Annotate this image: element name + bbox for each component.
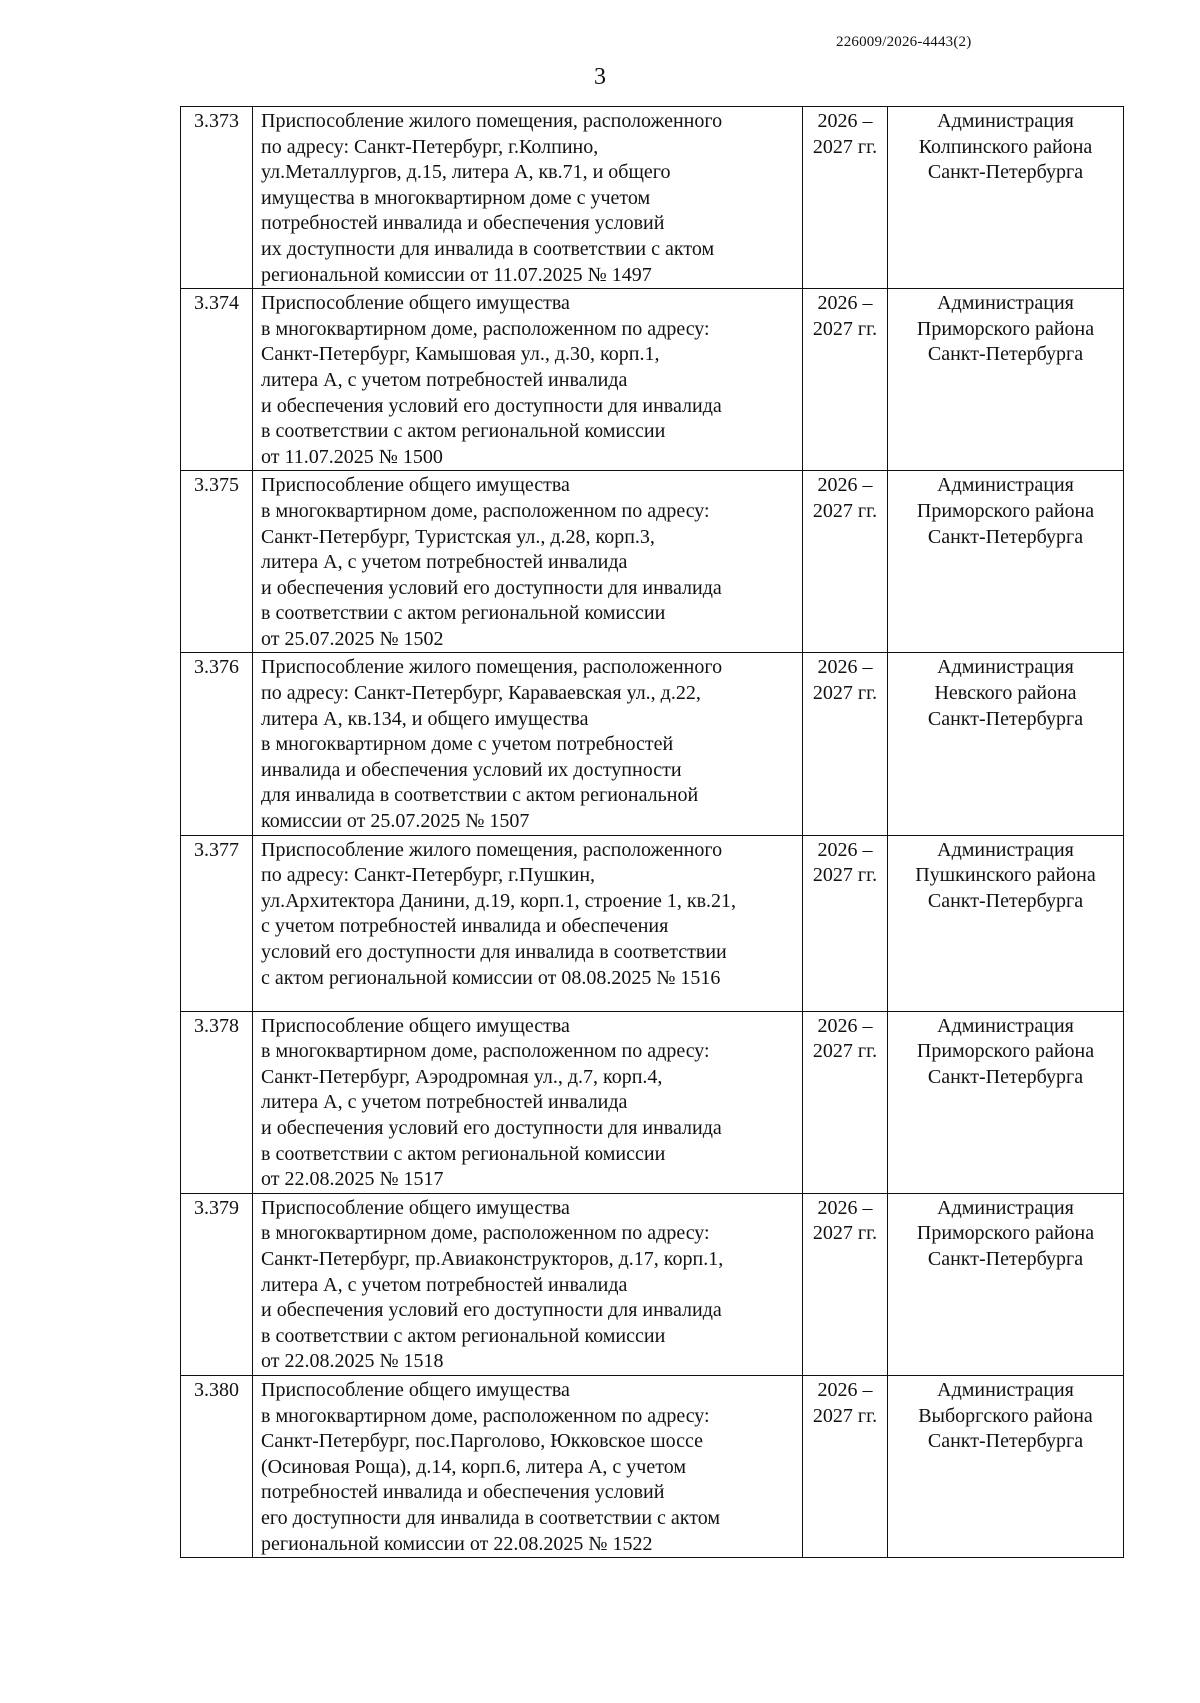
item-number-text: 3.373 (194, 110, 239, 132)
item-period-text: 2026 – 2027 гг. (812, 110, 878, 158)
item-description-cell (253, 1375, 803, 1557)
table-row (181, 1193, 1124, 1375)
item-number-text: 3.377 (194, 838, 239, 861)
item-period-cell (803, 289, 888, 471)
item-period-cell (803, 653, 888, 835)
item-number-text: 3.380 (194, 1378, 239, 1401)
item-responsible-cell (888, 1011, 1124, 1193)
item-description-cell (253, 107, 803, 289)
item-description-text: Приспособление жилого помещения, расположенного по адресу: Санкт-Петербург, г.Колпино, ул.Металлургов, д.15, литера А, кв.71, и общего имущества в многоквартирном доме с учетом потребностей инвалида и обеспечения условий их доступности для инвалида в соответствии с актом региональной комиссии от 11.07.2025 № 1497 (261, 110, 723, 286)
item-number-text: 3.376 (194, 656, 239, 679)
table-row (181, 107, 1124, 289)
item-responsible-cell (888, 653, 1124, 835)
item-number-text: 3.379 (194, 1196, 239, 1219)
item-period-text: 2026 – 2027 гг. (812, 474, 878, 522)
table-row (181, 835, 1124, 1011)
item-period-text: 2026 – 2027 гг. (812, 292, 878, 340)
item-period-cell (803, 471, 888, 653)
item-number-cell (181, 107, 253, 289)
item-responsible-text: Администрация Приморского района Санкт-Петербурга (916, 1014, 1095, 1088)
item-period-text: 2026 – 2027 гг. (812, 656, 878, 705)
item-number-text: 3.374 (194, 292, 239, 315)
document-number: 226009/2026-4443(2) (836, 34, 972, 50)
item-period-cell (803, 1375, 888, 1557)
item-responsible-text: Администрация Невского района Санкт-Петербурга (927, 656, 1084, 730)
measures-table-body (181, 107, 1124, 1558)
item-number-text: 3.378 (194, 1014, 239, 1037)
item-description-cell (253, 1011, 803, 1193)
page-number: 3 (594, 64, 606, 90)
item-responsible-cell (888, 289, 1124, 471)
item-responsible-text: Администрация Приморского района Санкт-Петербурга (916, 292, 1095, 366)
item-description-cell (253, 835, 803, 1011)
table-row (181, 1375, 1124, 1557)
table-row (181, 289, 1124, 471)
item-responsible-text: Администрация Пушкинского района Санкт-Петербурга (915, 838, 1096, 912)
item-number-cell (181, 653, 253, 835)
item-description-cell (253, 289, 803, 471)
table-row (181, 471, 1124, 653)
item-period-text: 2026 – 2027 гг. (812, 1378, 878, 1427)
item-responsible-text: Администрация Выборгского района Санкт-Петербурга (918, 1378, 1093, 1453)
table-row (181, 1011, 1124, 1193)
item-description-text: Приспособление жилого помещения, расположенного по адресу: Санкт-Петербург, Караваевская ул., д.22, литера А, кв.134, и общего имущества в многоквартирном доме с учетом потребностей инвалида и обеспечения условий их доступности для инвалида в соответствии с актом региональной комиссии от 25.07.2025 № 1507 (261, 656, 723, 833)
item-description-text: Приспособление жилого помещения, расположенного по адресу: Санкт-Петербург, г.Пушкин, ул.Архитектора Данини, д.19, корп.1, строение 1, кв.21, с учетом потребностей инвалида и обеспечения условий его доступности для инвалида в соответствии с актом региональной комиссии от 08.08.2025 № 1516 (261, 838, 737, 989)
item-responsible-text: Администрация Приморского района Санкт-Петербурга (916, 1196, 1095, 1270)
item-number-cell (181, 1193, 253, 1375)
item-description-text: Приспособление общего имущества в многоквартирном доме, расположенном по адресу: Санкт-Петербург, Камышовая ул., д.30, корп.1, литера А, с учетом потребностей инвалида и обеспечения условий его доступности для инвалида в соответствии с актом региональной комиссии от 11.07.2025 № 1500 (261, 292, 722, 468)
item-responsible-cell (888, 471, 1124, 653)
item-description-text: Приспособление общего имущества в многоквартирном доме, расположенном по адресу: Санкт-Петербург, пос.Парголово, Юкковское шоссе (Осиновая Роща), д.14, корп.6, литера А, с учетом потребностей инвалида и обеспечения условий его доступности для инвалида в соответствии с актом региональной комиссии от 22.08.2025 № 1522 (261, 1378, 720, 1555)
measures-table (180, 106, 1124, 1558)
item-period-text: 2026 – 2027 гг. (812, 838, 878, 887)
item-period-text: 2026 – 2027 гг. (812, 1014, 878, 1063)
item-number-cell (181, 289, 253, 471)
item-period-cell (803, 107, 888, 289)
item-number-cell (181, 835, 253, 1011)
item-description-text: Приспособление общего имущества в многоквартирном доме, расположенном по адресу: Санкт-Петербург, Туристская ул., д.28, корп.3, литера А, с учетом потребностей инвалида и обеспечения условий его доступности для инвалида в соответствии с актом региональной комиссии от 25.07.2025 № 1502 (261, 474, 722, 650)
item-description-cell (253, 653, 803, 835)
item-period-cell (803, 1011, 888, 1193)
item-responsible-cell (888, 107, 1124, 289)
item-number-cell (181, 1011, 253, 1193)
item-responsible-cell (888, 1375, 1124, 1557)
item-responsible-text: Администрация Колпинского района Санкт-Петербурга (918, 110, 1093, 184)
item-period-text: 2026 – 2027 гг. (812, 1196, 878, 1245)
item-description-cell (253, 471, 803, 653)
item-number-cell (181, 1375, 253, 1557)
item-responsible-cell (888, 835, 1124, 1011)
item-description-text: Приспособление общего имущества в многоквартирном доме, расположенном по адресу: Санкт-Петербург, Аэродромная ул., д.7, корп.4, литера А, с учетом потребностей инвалида и обеспечения условий его доступности для инвалида в соответствии с актом региональной комиссии от 22.08.2025 № 1517 (261, 1014, 722, 1191)
item-description-text: Приспособление общего имущества в многоквартирном доме, расположенном по адресу: Санкт-Петербург, пр.Авиаконструкторов, д.17, корп.1, литера А, с учетом потребностей инвалида и обеспечения условий его доступности для инвалида в соответствии с актом региональной комиссии от 22.08.2025 № 1518 (261, 1196, 724, 1373)
item-responsible-text: Администрация Приморского района Санкт-Петербурга (916, 474, 1095, 548)
table-row (181, 653, 1124, 835)
item-period-cell (803, 835, 888, 1011)
item-description-cell (253, 1193, 803, 1375)
item-period-cell (803, 1193, 888, 1375)
item-number-text: 3.375 (194, 474, 239, 497)
item-number-cell (181, 471, 253, 653)
item-responsible-cell (888, 1193, 1124, 1375)
